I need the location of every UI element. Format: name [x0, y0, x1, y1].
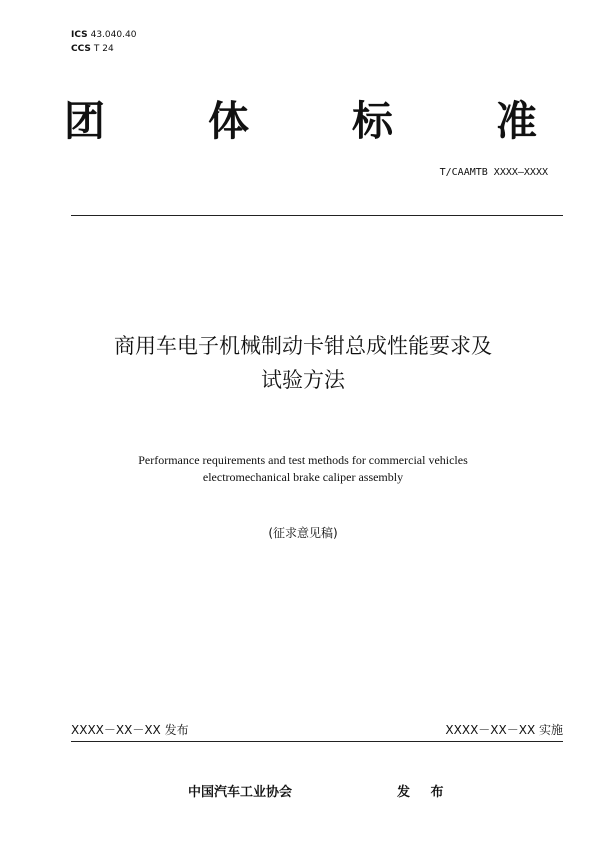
standard-code: T/CAAMTB XXXX—XXXX: [439, 167, 548, 178]
implementation-date: XXXX－XX－XX 实施: [445, 723, 563, 737]
publish-label: 发 布: [397, 785, 452, 800]
ccs-code: T 24: [93, 44, 114, 54]
english-title-line-1: Performance requirements and test methods for commercial vehicles: [138, 453, 468, 467]
doc-type-char-1: 团: [64, 97, 105, 145]
issue-date: XXXX－XX－XX 发布: [71, 723, 189, 737]
doc-type-char-4: 准: [496, 97, 537, 145]
doc-type-char-3: 标: [352, 97, 393, 145]
doc-type-char-2: 体: [208, 97, 249, 145]
publisher-name: 中国汽车工业协会: [188, 785, 293, 800]
bottom-divider: [71, 741, 563, 742]
draft-status: (征求意见稿): [268, 526, 338, 540]
ics-classification: [71, 30, 136, 41]
ccs-label: CCS: [71, 44, 91, 54]
ccs-classification: [71, 44, 114, 55]
ics-label: ICS: [71, 30, 88, 40]
top-divider: [71, 215, 563, 216]
ics-code: 43.040.40: [90, 30, 137, 40]
chinese-title-line-2: 试验方法: [261, 368, 345, 392]
chinese-title-line-1: 商用车电子机械制动卡钳总成性能要求及: [114, 334, 492, 358]
english-title-line-2: electromechanical brake caliper assembly: [202, 470, 404, 484]
